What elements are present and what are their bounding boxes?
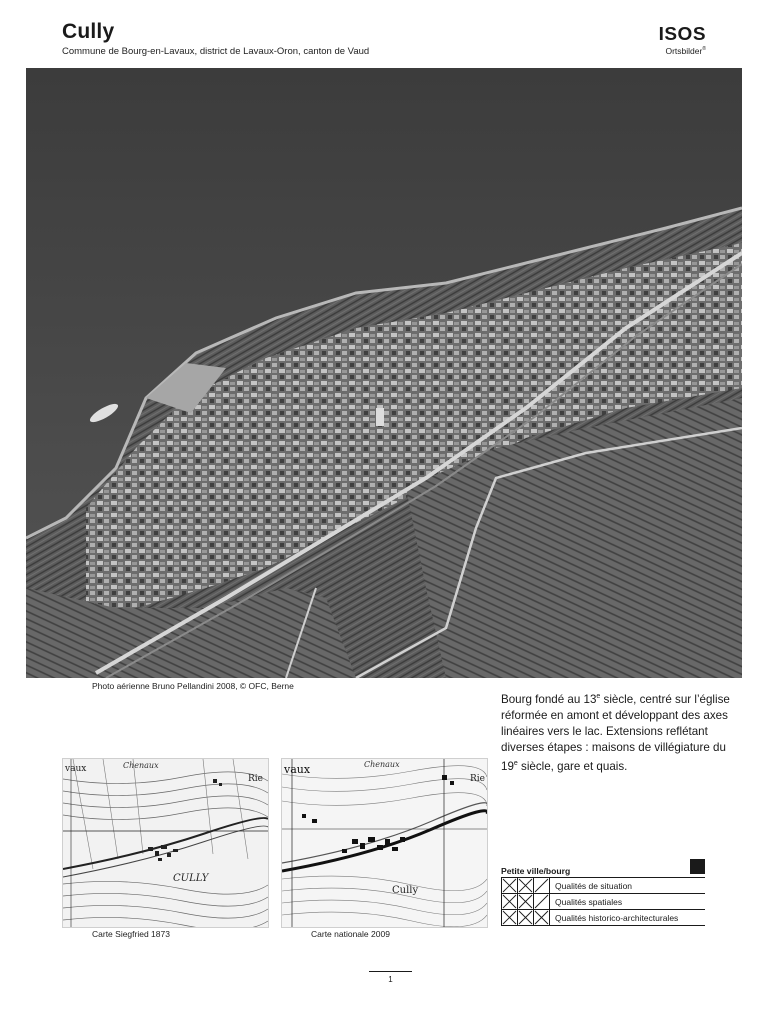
rating-box [502,910,518,926]
cross-mark-icon [502,894,517,909]
rating-box [518,878,534,894]
rating-box [502,878,518,894]
slash-mark-icon [534,878,549,893]
page-subtitle: Commune de Bourg-en-Lavaux, district de Lavaux-Oron, canton de Vaud [62,46,370,57]
rating-box [534,894,550,910]
qualities-heading: Petite ville/bourg [501,866,571,876]
registered-mark: ® [702,46,706,53]
map-label-town: Cully [392,885,419,896]
cross-mark-icon [502,878,517,893]
rating-box [534,878,550,894]
rating-box [502,894,518,910]
category-square-icon [690,859,705,874]
map-label-right: Rie [470,774,485,784]
map-label-left: vaux [65,764,87,774]
quality-label: Qualités spatiales [550,894,706,910]
map-caption: Carte Siegfried 1873 [92,929,170,939]
description-paragraph [501,689,731,775]
page-number: 1 [388,975,393,984]
qualities-row [502,878,706,894]
map-label-left: vaux [284,763,311,776]
isos-logo [636,26,706,56]
cross-mark-icon [518,894,533,909]
map-label-right: Rie [248,774,263,784]
description-part: siècle, gare et quais. [517,759,628,773]
logo-subtitle-text: Ortsbilder [665,46,703,56]
qualities-table [501,877,705,926]
qualities-row [502,910,706,926]
map-caption: Carte nationale 2009 [311,929,390,939]
page-number-rule [369,971,412,972]
cross-mark-icon [518,878,533,893]
cross-mark-icon [534,910,549,925]
page-title: Cully [62,20,115,43]
superscript: e [596,693,601,700]
cross-mark-icon [502,910,517,925]
photo-credit: Photo aérienne Bruno Pellandini 2008, © OFC, Berne [92,681,294,691]
quality-label: Qualités de situation [550,878,706,894]
map-label-top: Chenaux [123,761,159,770]
logo-subtitle [636,46,706,56]
map-label-town: CULLY [173,873,209,884]
aerial-photo [26,68,742,678]
rating-box [518,910,534,926]
slash-mark-icon [534,894,549,909]
rating-box [534,910,550,926]
description-part: siècle, centré sur l’église réformée en amont et développant des axes linéaires vers le lac. Extensions reflétant diverses étapes : maisons de villégiature du 19 [501,692,730,773]
quality-label: Qualités historico-architecturales [550,910,706,926]
rating-box [518,894,534,910]
logo-mark: ISOS [658,24,706,45]
map-siegfried [62,758,269,928]
qualities-row [502,894,706,910]
superscript: e [513,759,518,767]
cross-mark-icon [518,910,533,925]
description-part: Bourg fondé au 13 [501,692,597,706]
map-label-top: Chenaux [364,760,400,769]
map-nationale [281,758,488,928]
